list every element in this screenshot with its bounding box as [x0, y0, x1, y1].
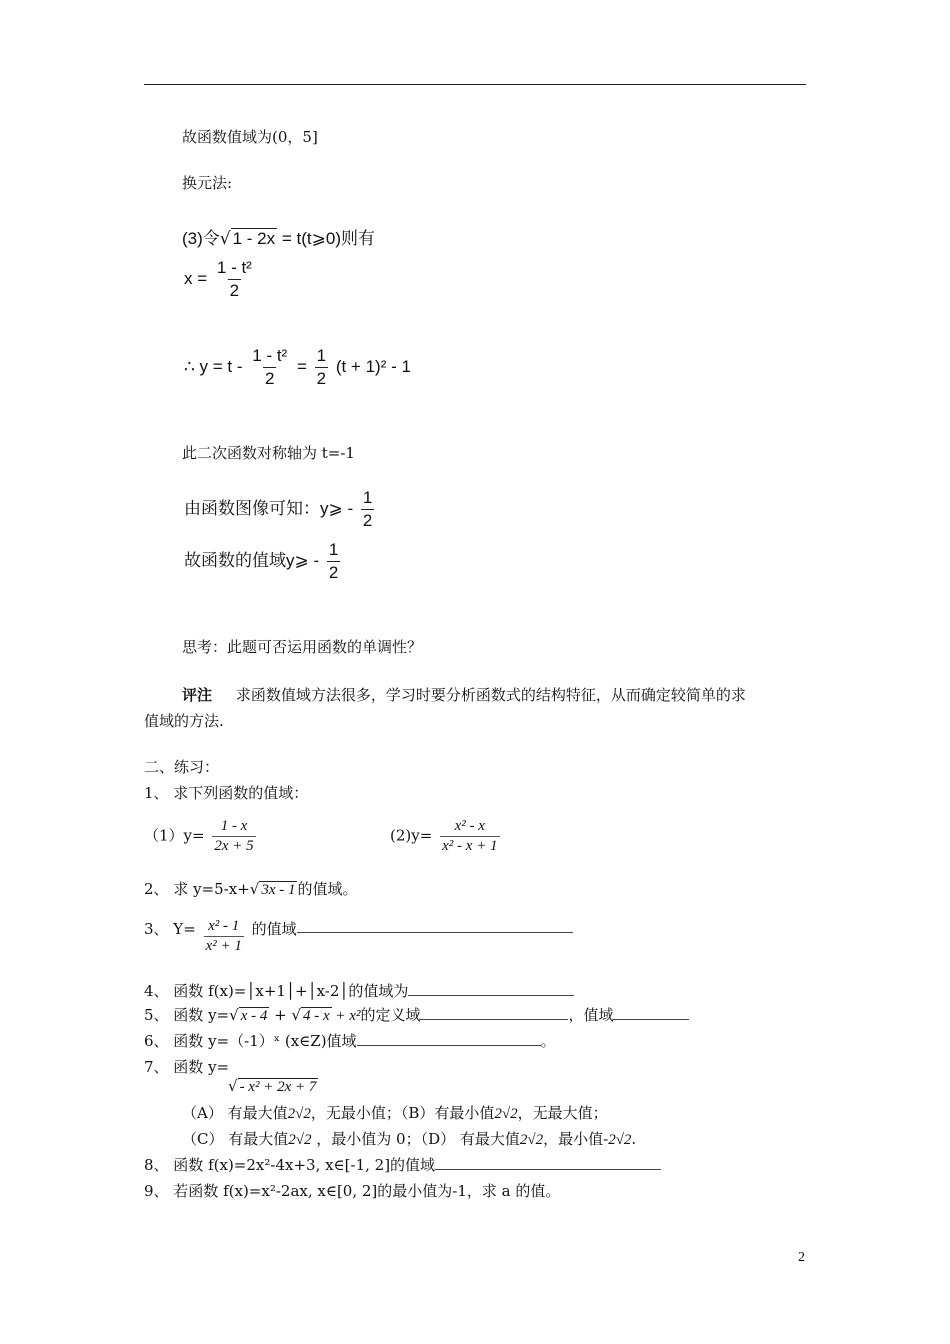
eq-x-numerator: 1 - t² — [216, 258, 252, 277]
eq-y-half — [315, 346, 328, 389]
q7-prefix: 7、 函数 y= — [144, 1058, 230, 1076]
q5-sep: ，值域 — [568, 1006, 614, 1024]
eq-y-numerator: 1 - t² — [252, 346, 288, 365]
option-d-value: 2√2 — [519, 1132, 544, 1148]
q4-answer-blank[interactable] — [408, 981, 574, 996]
eq-y-half-denominator: 2 — [316, 369, 327, 388]
eq-y-equals: = — [296, 356, 307, 376]
range-text: 故函数的值域y⩾ - — [184, 550, 320, 570]
question-5 — [144, 1004, 689, 1025]
q1a-prefix: （1）y= — [144, 826, 205, 845]
equation-substitution — [182, 224, 375, 249]
question-6 — [144, 1030, 556, 1051]
option-c-rest[interactable]: ，最小值为 0；（D） 有最大值 — [311, 1130, 520, 1148]
page-number: 2 — [798, 1250, 805, 1265]
eq-y-lhs: ∴ y = t - — [184, 356, 243, 376]
q7-radicand: - x² + 2x + 7 — [239, 1079, 317, 1095]
q1b-prefix: (2)y= — [390, 826, 433, 845]
equation-x — [184, 258, 257, 301]
question-1a — [144, 818, 259, 855]
eq3-prefix: (3)令 — [182, 229, 220, 248]
q6-end: 。 — [540, 1032, 556, 1050]
q3-fraction — [204, 918, 244, 955]
eq-x-fraction — [215, 258, 254, 301]
question-1b — [390, 818, 503, 855]
option-a-value: 2√2 — [287, 1106, 311, 1122]
options-ab — [182, 1102, 608, 1123]
q8-text: 8、 函数 f(x)=2x²-4x+3, x∈[-1, 2]的值域 — [144, 1156, 436, 1174]
q2-prefix: 2、 求 y=5-x+ — [144, 880, 250, 898]
q4-text: 4、 函数 f(x)=│x+1│+│x-2│的值域为 — [144, 982, 409, 1000]
q6-answer-blank[interactable] — [357, 1031, 541, 1046]
q2-radicand: 3x - 1 — [261, 882, 296, 898]
q1b-denominator: x² - x + 1 — [442, 838, 498, 854]
q5-plus: + — [269, 1006, 292, 1024]
range-conclusion — [184, 540, 343, 583]
q5-prefix: 5、 函数 y= — [144, 1006, 230, 1024]
question-8 — [144, 1154, 661, 1175]
range-numerator: 1 — [328, 540, 339, 559]
q5-radicand-1: x - 4 — [240, 1008, 268, 1024]
graph-denominator: 2 — [362, 511, 373, 530]
q5-radicand-2: 4 - x — [303, 1008, 330, 1024]
remark-text: 求函数值域方法很多，学习时要分析函数式的结构特征，从而确定较简单的求 — [235, 686, 746, 704]
remark-label: 评注 — [182, 686, 213, 704]
header-rule — [144, 84, 806, 85]
question-2 — [144, 878, 358, 899]
remark-line-2: 值域的方法. — [144, 712, 224, 730]
q6-text: 6、 函数 y=（-1）ˣ (x∈Z)值域 — [144, 1032, 357, 1050]
graph-conclusion — [184, 488, 377, 531]
q5-mid: 的定义域 — [360, 1006, 421, 1024]
q2-suffix: 的值域。 — [297, 880, 358, 898]
think-question: 思考：此题可否运用函数的单调性？ — [182, 638, 423, 656]
eq-y-denominator: 2 — [265, 369, 275, 388]
q5-domain-blank[interactable] — [420, 1005, 568, 1020]
question-7 — [144, 1056, 318, 1096]
option-b-rest: ，无最大值； — [517, 1104, 608, 1122]
eq-x-denominator: 2 — [229, 281, 240, 300]
axis-text: 此二次函数对称轴为 t=-1 — [182, 444, 355, 462]
option-a-rest[interactable]: ，无最小值；（B）有最小值 — [310, 1104, 495, 1122]
q1a-numerator: 1 - x — [220, 818, 248, 834]
equation-y — [184, 346, 411, 389]
q1b-fraction — [440, 818, 499, 855]
q3-numerator: x² - 1 — [208, 918, 240, 934]
graph-fraction — [361, 488, 374, 531]
q1a-denominator: 2x + 5 — [214, 838, 254, 854]
option-d-rest: ，最小值- — [543, 1130, 609, 1148]
eq3-suffix: = t(t⩾0)则有 — [277, 229, 375, 248]
question-9: 9、 若函数 f(x)=x²-2ax, x∈[0, 2]的最小值为-1，求 a 的值。 — [144, 1182, 561, 1200]
q1a-fraction — [212, 818, 255, 855]
question-4 — [144, 980, 574, 1001]
option-c-value: 2√2 — [288, 1132, 312, 1148]
sqrt-symbol: √ — [229, 1006, 239, 1024]
q3-prefix: 3、 Y= — [144, 920, 196, 938]
sqrt-symbol: √ — [249, 880, 260, 898]
sqrt-symbol: √ — [219, 229, 231, 249]
option-d-min: 2√2 — [608, 1132, 632, 1148]
question-1: 1、 求下列函数的值域： — [144, 784, 309, 802]
graph-numerator: 1 — [362, 488, 373, 507]
option-d-end: . — [631, 1130, 637, 1148]
method-label: 换元法: — [182, 174, 233, 192]
q3-suffix: 的值域 — [251, 920, 297, 938]
option-b-value: 2√2 — [494, 1106, 518, 1122]
eq3-radicand: 1 - 2x — [232, 229, 276, 248]
remark-line-1 — [182, 684, 746, 705]
eq-y-fraction — [250, 346, 289, 389]
sqrt-symbol: √ — [228, 1077, 238, 1095]
q1b-numerator: x² - x — [454, 818, 485, 834]
range-fraction — [327, 540, 340, 583]
option-a-label[interactable]: （A） 有最大值 — [182, 1104, 288, 1122]
eq-y-half-numerator: 1 — [316, 346, 327, 365]
range-denominator: 2 — [328, 563, 339, 582]
q3-answer-blank[interactable] — [297, 918, 573, 933]
eq-y-tail: (t + 1)² - 1 — [335, 356, 411, 376]
q3-denominator: x² + 1 — [205, 938, 242, 954]
range-result-text: 故函数值域为(0，5] — [182, 128, 318, 146]
q5-tail: + x² — [331, 1008, 361, 1024]
graph-text: 由函数图像可知：y⩾ - — [184, 498, 354, 518]
section-title: 二、练习： — [144, 758, 220, 776]
sqrt-symbol: √ — [291, 1006, 302, 1024]
eq-x-lhs: x = — [184, 268, 208, 288]
options-cd — [182, 1128, 636, 1149]
question-3 — [144, 918, 573, 955]
q5-range-blank[interactable] — [613, 1005, 689, 1020]
option-c-label[interactable]: （C） 有最大值 — [182, 1130, 289, 1148]
q8-answer-blank[interactable] — [435, 1155, 661, 1170]
